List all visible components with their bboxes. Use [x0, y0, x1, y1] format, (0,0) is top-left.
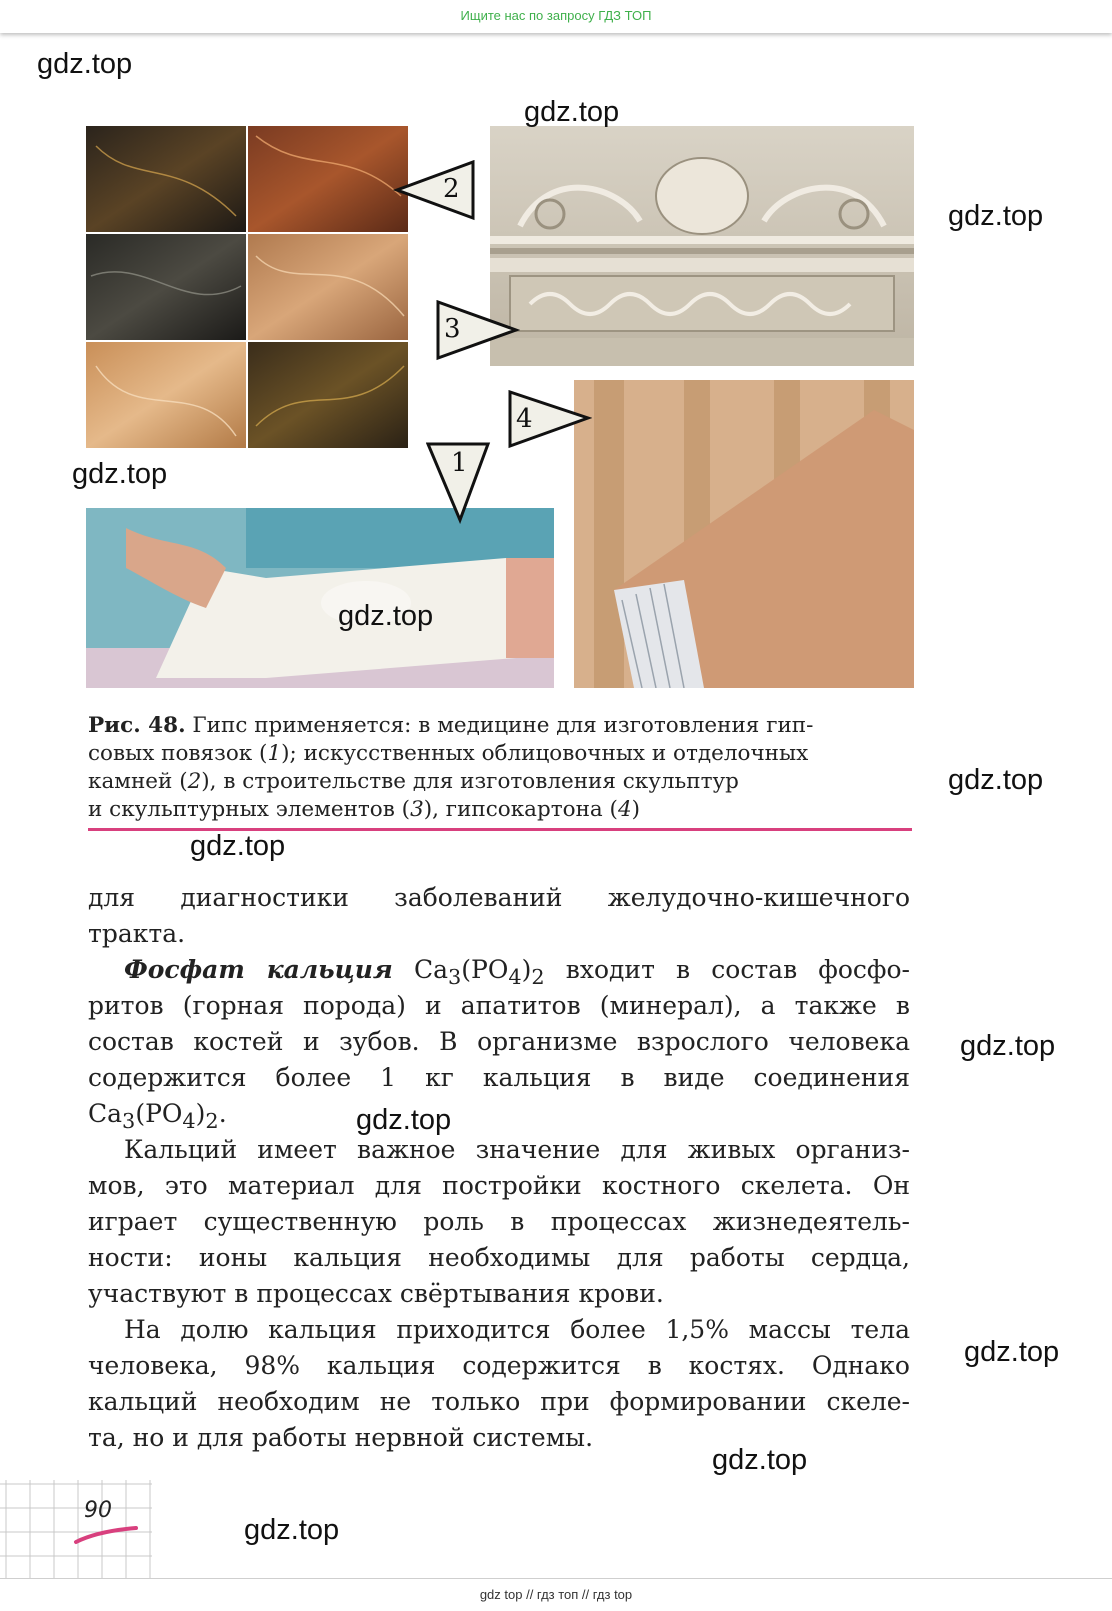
watermark: gdz.top: [960, 1030, 1056, 1062]
drywall-boards-photo: [574, 380, 914, 688]
callout-3-label: 3: [444, 314, 461, 344]
marble-tiles-photo: [86, 126, 408, 448]
callout-1: [426, 440, 492, 524]
caption-prefix: Рис. 48.: [88, 713, 186, 738]
body-line: мов, это материал для постройки костного скелета. Он: [88, 1171, 910, 1200]
callout-1-label: 1: [451, 448, 468, 478]
stucco-ornament-photo: [490, 126, 914, 366]
formula-part: ): [195, 1099, 206, 1128]
caption-ref-1: 1: [267, 741, 282, 766]
formula-sub: 4: [508, 965, 522, 989]
body-line: играет существенную роль в процессах жизнедеятель-: [88, 1207, 910, 1236]
top-banner: [0, 0, 1112, 33]
callout-4-label: 4: [516, 404, 533, 434]
plaster-cast-photo: [86, 508, 554, 688]
caption-line-4a: и скульптурных элементов (: [88, 797, 411, 822]
body-line: тракта.: [88, 919, 186, 948]
formula-sub: 4: [182, 1109, 196, 1133]
formula-sub: 2: [531, 965, 545, 989]
body-line: На долю кальция приходится более 1,5% массы тела: [124, 1315, 910, 1344]
body-line: для диагностики заболеваний желудочно-кишечного: [88, 883, 910, 912]
body-line: ности: ионы кальция необходимы для работы сердца,: [88, 1243, 910, 1272]
watermark: gdz.top: [712, 1444, 808, 1476]
body-line: та, но и для работы нервной системы.: [88, 1423, 594, 1452]
watermark: gdz.top: [37, 48, 133, 80]
caption-line-4b: ), гипсокартона (: [423, 797, 618, 822]
formula-sub: 2: [205, 1109, 219, 1133]
page-corner-grid: [0, 1480, 152, 1580]
page-number: 90: [84, 1498, 112, 1523]
body-line: человека, 98% кальция содержится в костях. Однако: [88, 1351, 910, 1380]
caption-line-4c: ): [631, 797, 641, 822]
formula-part: (PO: [135, 1099, 183, 1128]
banner-text: Ищите нас по запросу ГДЗ ТОП: [460, 8, 652, 23]
callout-2-label: 2: [443, 174, 460, 204]
body-line: участвуют в процессах свёртывания крови.: [88, 1279, 664, 1308]
formula-part: Ca: [413, 955, 448, 984]
caption-line-3b: ), в строительстве для изготовления скульптур: [201, 769, 739, 794]
body-line: состав костей и зубов. В организме взрослого человека: [88, 1027, 910, 1056]
figure-caption: [88, 712, 918, 824]
footer-bar: [0, 1578, 1112, 1611]
formula-part: ): [521, 955, 532, 984]
caption-line-2a: совых повязок (: [88, 741, 268, 766]
body-line: Кальций имеет важное значение для живых организ-: [124, 1135, 910, 1164]
watermark: gdz.top: [338, 600, 434, 632]
caption-line-1: Гипс применяется: в медицине для изготовления гип-: [185, 713, 814, 738]
watermark: gdz.top: [190, 830, 286, 862]
formula: [88, 1099, 219, 1133]
body-line: ритов (горная порода) и апатитов (минерал), а также в: [88, 991, 910, 1020]
watermark: gdz.top: [72, 458, 168, 490]
body-text: .: [218, 1099, 227, 1128]
watermark: gdz.top: [964, 1336, 1060, 1368]
caption-ref-3: 3: [410, 797, 424, 822]
caption-line-3a: камней (: [88, 769, 188, 794]
caption-ref-2: 2: [187, 769, 202, 794]
formula-part: Ca: [88, 1099, 123, 1128]
watermark: gdz.top: [948, 200, 1044, 232]
caption-line-2b: ); искусственных облицовочных и отделочных: [281, 741, 809, 766]
formula-sub: 3: [448, 965, 462, 989]
body-text: входит в состав фосфо-: [544, 955, 910, 984]
formula-sub: 3: [122, 1109, 136, 1133]
formula: [413, 955, 545, 989]
watermark: gdz.top: [948, 764, 1044, 796]
footer-text: gdz top // гдз топ // гдз top: [479, 1587, 633, 1602]
callout-3: [434, 300, 520, 362]
body-line: содержится более 1 кг кальция в виде соединения: [88, 1063, 910, 1092]
watermark: gdz.top: [524, 96, 620, 128]
formula-part: (PO: [461, 955, 509, 984]
body-line: кальций необходим не только при формировании скеле-: [88, 1387, 910, 1416]
callout-4: [506, 390, 592, 450]
term-calcium-phosphate: Фосфат кальция: [124, 955, 393, 984]
caption-ref-4: 4: [617, 797, 632, 822]
watermark: gdz.top: [356, 1104, 452, 1136]
watermark: gdz.top: [244, 1514, 340, 1546]
callout-2: [393, 160, 477, 222]
